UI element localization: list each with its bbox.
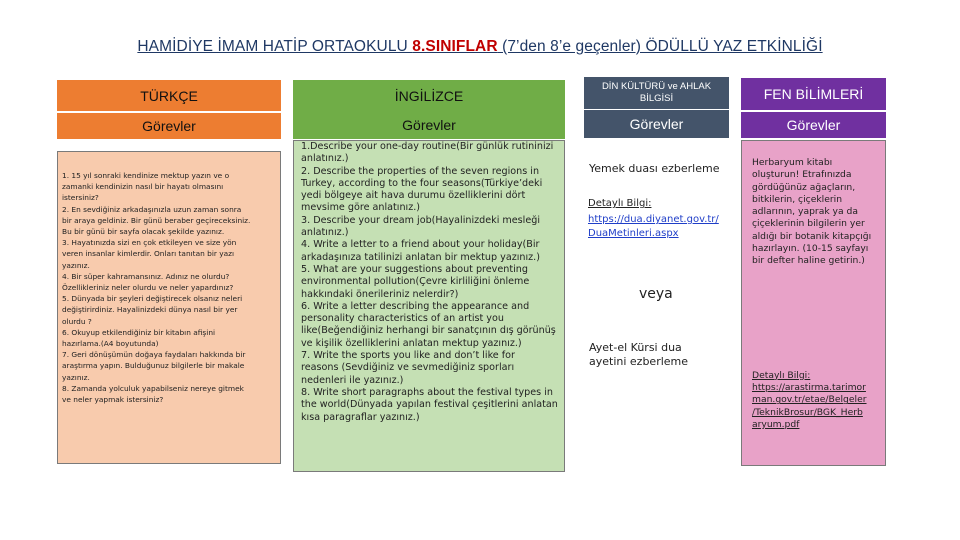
ingilizce-line: mevsime göre anlatınız.) [301,202,421,214]
fen-line: hazırlayın. (10-15 sayfayı [752,243,869,255]
fen-header [741,78,886,110]
ingilizce-line: hakkındaki önerileriniz nelerdir?) [301,288,459,300]
fen-link-line[interactable]: /TeknikBrosur/BGK_Herb [752,406,863,418]
fen-header-label: FEN BİLİMLERİ [763,86,864,102]
turkce-line: 6. Okuyup etkilendiğiniz bir kitabın afişini [62,327,216,337]
din-detail-label: Detaylı Bilgi: [588,198,652,209]
fen-link-line[interactable]: man.gov.tr/etae/Belgeler [752,394,867,406]
fen-line: bir defter haline getirin.) [752,255,865,267]
turkce-line: zamanki kendinizin nasıl bir hayatı olmasını [62,182,224,192]
ingilizce-line: arkadaşınıza tatilinizi anlatan bir mektup yazınız.) [301,251,540,263]
turkce-line: ve neler yapmak istersiniz? [62,395,164,405]
din-header-line1: DİN KÜLTÜRÜ ve AHLAK [601,81,712,92]
turkce-header-label: TÜRKÇE [140,87,198,104]
ingilizce-line: the world(Dünyada yapılan festival çeşitlerini anlatan [301,399,558,411]
din-link-line2[interactable]: DuaMetinleri.aspx [588,228,679,239]
din-header-line2: BİLGİSİ [639,93,674,104]
fen-line: bitkilerin, çiçeklerin [752,193,843,205]
ingilizce-line: Turkey, according to the four seasons(Türkiye’deki [301,177,543,189]
din-task-2-line2: ayetini ezberleme [589,355,689,368]
turkce-header [57,80,281,111]
turkce-line: bir araya geldiniz. Bir günü beraber geçireceksiniz. [62,215,251,225]
title-prefix: HAMİDİYE İMAM HATİP ORTAOKULU [137,38,413,55]
turkce-line: 5. Dünyada bir şeyleri değiştirecek olsanız neleri [62,294,243,304]
ingilizce-tasks-box [293,140,565,472]
ingilizce-line: ve kişilik özelliklerini anlatan mektup yazınız.) [301,337,522,349]
din-subheader-label: Görevler [629,116,684,132]
turkce-line: 3. Hayatınızda sizi en çok etkileyen ve size yön [62,238,237,248]
fen-line: Herbaryum kitabı [752,157,833,168]
turkce-subheader [57,113,281,139]
ingilizce-subheader-label: Görevler [402,117,456,133]
fen-tasks-box [741,140,886,466]
turkce-line: araştırma yapın. Bulduğunuz bilgilerle bir makale [62,361,245,371]
turkce-line: 8. Zamanda yolculuk yapabilseniz nereye gitmek [62,383,244,393]
ingilizce-line: yedi bölgeye ait hava durumu özelliklerini dört [301,190,526,202]
ingilizce-line: nedenleri ile yazınız.) [301,374,404,386]
turkce-line: 7. Geri dönüşümün doğaya faydaları hakkında bir [62,350,246,360]
ingilizce-line: 6. Write a letter describing the appearance and [301,300,530,312]
title-suffix: (7’den 8’e geçenler) ÖDÜLLÜ YAZ ETKİNLİĞİ [497,38,823,55]
turkce-subheader-label: Görevler [142,118,196,134]
turkce-tasks-box [57,151,281,464]
turkce-line: istersiniz? [62,193,99,203]
ingilizce-line: 8. Write short paragraphs about the festival types in [301,386,553,398]
din-tasks-box [584,140,729,472]
turkce-line: Özellikleriniz neler olurdu ve neler yapardınız? [62,283,234,293]
din-task-1: Yemek duası ezberleme [589,162,720,175]
ingilizce-line: anlatınız.) [301,153,349,165]
fen-detail-label: Detaylı Bilgi: [752,369,811,381]
fen-line: oluşturun! Etrafınızda [752,169,852,181]
turkce-line: 4. Bir süper kahramansınız. Adınız ne olurdu? [62,271,230,281]
ingilizce-line: 3. Describe your dream job(Hayalinizdeki mesleği [301,214,541,226]
ingilizce-line: 7. Write the sports you like and don’t like for [301,350,515,362]
ingilizce-line: personality characteristics of an artist you [301,313,504,325]
din-or-text: veya [639,286,673,302]
ingilizce-line: kısa paragraflar yazınız.) [301,411,420,423]
din-header [584,77,729,109]
ingilizce-line: 4. Write a letter to a friend about your holiday(Bir [301,239,540,251]
ingilizce-line: reasons (Sevdiğiniz ve sevmediğiniz sporları [301,362,515,374]
ingilizce-line: like(Beğendiğiniz herhangi bir sanatçının dış görünüş [301,325,556,337]
ingilizce-header-label: İNGİLİZCE [394,87,464,104]
turkce-line: olurdu ? [62,316,92,326]
din-link-line1[interactable]: https://dua.diyanet.gov.tr/ [588,214,719,225]
turkce-line: 1. 15 yıl sonraki kendinize mektup yazın ve o [62,171,230,180]
fen-line: gördüğünüz ağaçların, [752,181,856,193]
din-task-2-line1: Ayet-el Kürsi dua [589,341,682,354]
turkce-line: Bu bir günü bir sayfa olacak şekilde yazınız. [62,227,225,237]
ingilizce-line: 2. Describe the properties of the seven regions in [301,165,540,177]
fen-link-line[interactable]: aryum.pdf [752,418,800,430]
ingilizce-header [293,80,565,111]
page-title [0,38,960,56]
fen-line: adlarının, yaprak ya da [752,206,859,218]
ingilizce-subheader [293,111,565,139]
turkce-line: veren insanlar kimlerdir. Onları tanıtan bir yazı [62,249,235,259]
fen-subheader [741,112,886,138]
turkce-line: değiştirirdiniz. Hayalinizdeki dünya nasıl bir yer [62,305,238,315]
fen-subheader-label: Görevler [786,117,841,133]
fen-line: aldığı bir botanik kitapçığı [752,230,872,242]
title-highlight: 8.SINIFLAR [412,38,498,55]
ingilizce-line: environmental pollution(Çevre kirliliğini önleme [301,276,530,288]
turkce-line: yazınız. [62,372,90,382]
ingilizce-line: 5. What are your suggestions about preventing [301,263,528,275]
turkce-line: yazınız. [62,260,90,270]
fen-line: çiçeklerinin bilgilerin yer [752,218,865,230]
din-subheader [584,110,729,138]
turkce-line: 2. En sevdiğiniz arkadaşınızla uzun zaman sonra [62,204,242,214]
ingilizce-line: 1.Describe your one-day routine(Bir günlük rutininizi [301,141,554,152]
turkce-line: hazırlama.(A4 boyutunda) [62,339,159,349]
ingilizce-line: anlatınız.) [301,227,349,239]
fen-link-line[interactable]: https://arastirma.tarimor [752,381,866,393]
